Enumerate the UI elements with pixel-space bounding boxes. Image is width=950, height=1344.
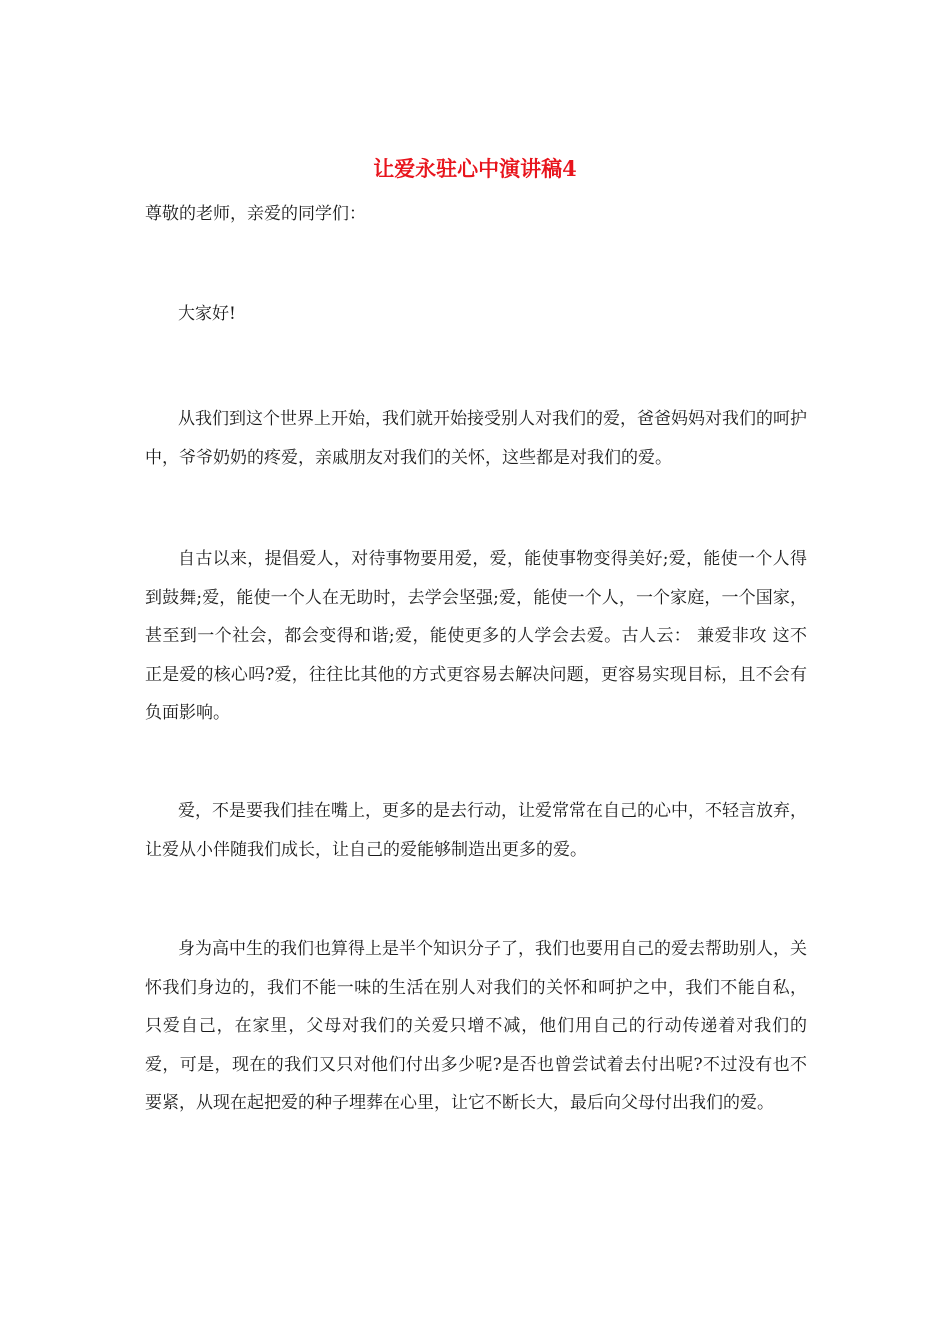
paragraph-student-love: 身为高中生的我们也算得上是半个知识分子了，我们也要用自己的爱去帮助别人，关怀我们身边的，我们不能一味的生活在别人对我们的关怀和呵护之中，我们不能自私，只爱自己，在家里，父母对我们的关爱只增不减，他们用自己的行动传递着对我们的爱，可是，现在的我们又只对他们付出多少呢?是否也曾尝试着去付出呢?不过没有也不要紧，从现在起把爱的种子埋葬在心里，让它不断长大，最后向父母付出我们的爱。	[145, 939, 807, 1113]
greeting-line: 尊敬的老师，亲爱的同学们：	[145, 204, 366, 224]
paragraph-parents-love: 从我们到这个世界上开始，我们就开始接受别人对我们的爱，爸爸妈妈对我们的呵护中，爷爷奶奶的疼爱，亲戚朋友对我们的关怀，这些都是对我们的爱。	[145, 409, 807, 468]
paragraph-hello: 大家好!	[178, 304, 236, 324]
paragraph-love-action: 爱，不是要我们挂在嘴上，更多的是去行动，让爱常常在自己的心中，不轻言放弃，让爱从小伴随我们成长，让自己的爱能够制造出更多的爱。	[145, 801, 807, 860]
document-title: 让爱永驻心中演讲稿4	[373, 156, 577, 181]
paragraph-ancient-love: 自古以来，提倡爱人，对待事物要用爱，爱，能使事物变得美好;爱，能使一个人得到鼓舞;爱，能使一个人在无助时，去学会坚强;爱，能使一个人，一个家庭，一个国家，甚至到一个社会，都会变得和谐;爱，能使更多的人学会去爱。古人云： 兼爱非攻 这不正是爱的核心吗?爱，往往比其他的方式更容易去解决问题，更容易实现目标，且不会有负面影响。	[145, 549, 807, 723]
